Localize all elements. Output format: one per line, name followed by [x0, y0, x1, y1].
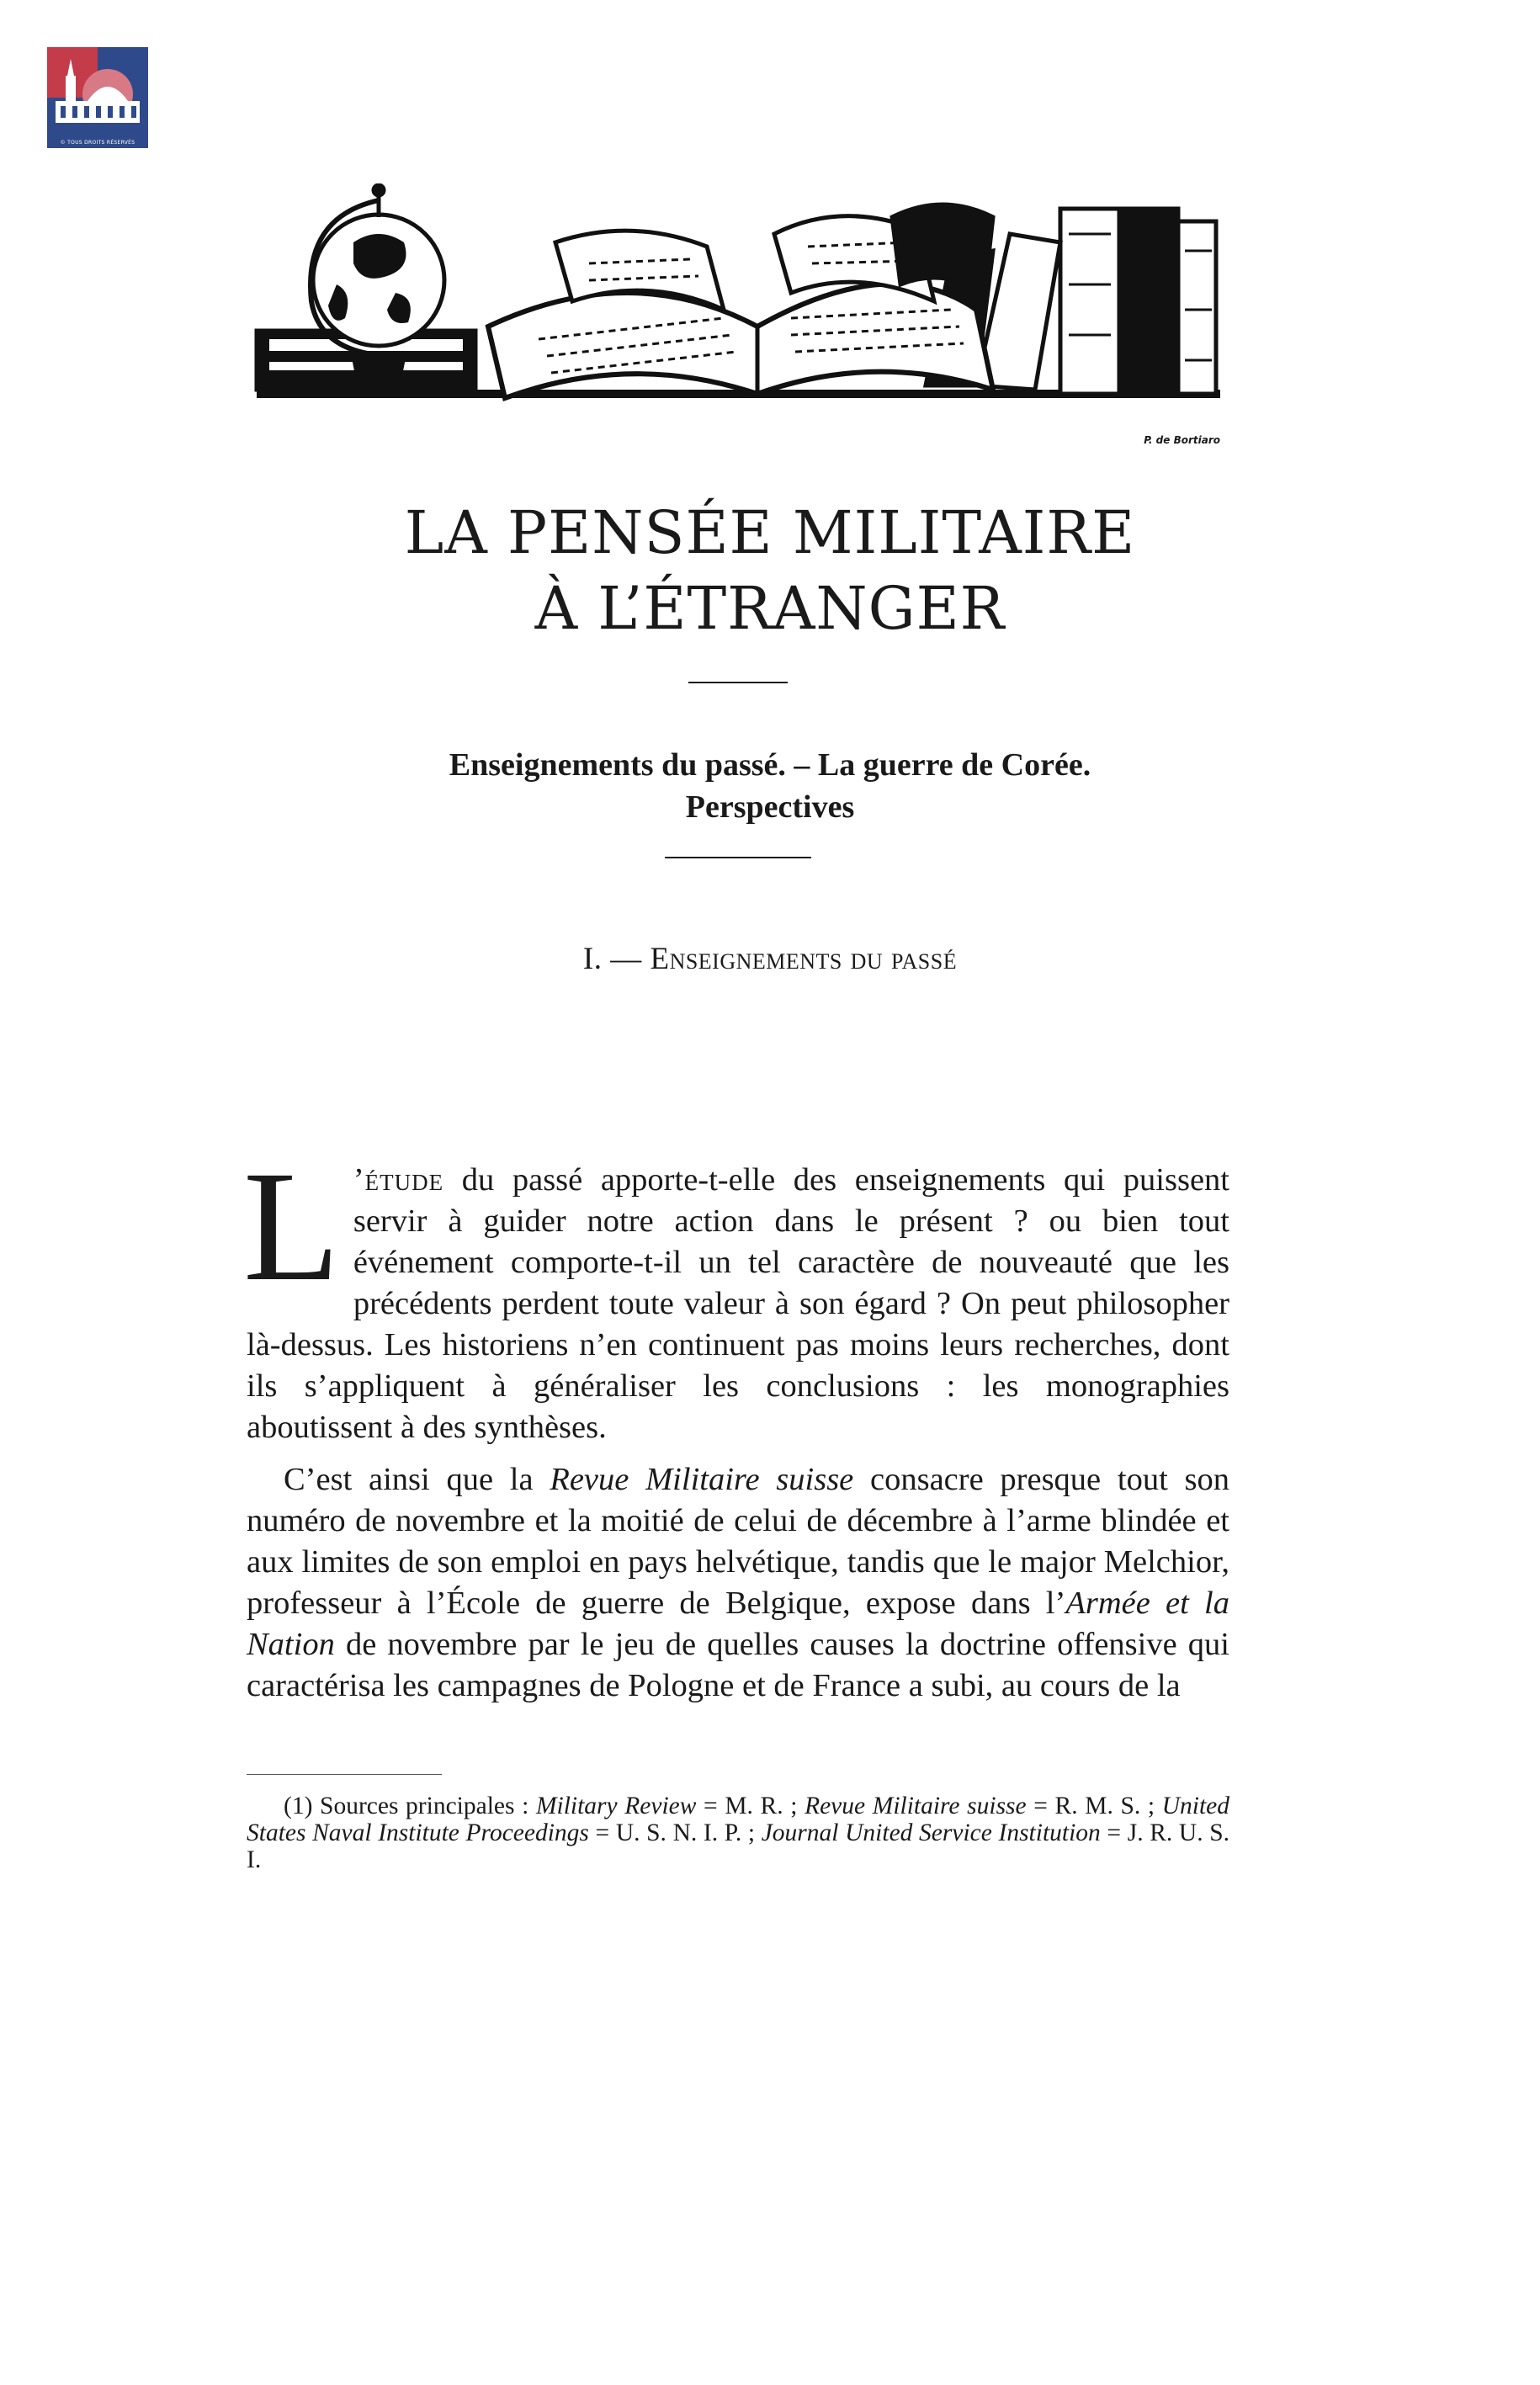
subtitle — [0, 744, 1540, 828]
footnote-text: = U. S. N. I. P. ; — [588, 1819, 762, 1846]
footnote-text: Sources principales : — [312, 1793, 536, 1819]
footnote-marker: (1) — [284, 1793, 313, 1819]
italic-revue-militaire-suisse: Revue Militaire suisse — [550, 1462, 854, 1497]
page-title — [0, 495, 1540, 646]
italic-armee-et-la-nation: Armée et la Nation — [247, 1586, 1229, 1662]
footnote-source: Military Review — [535, 1793, 697, 1819]
title-divider — [688, 682, 788, 683]
footnote-source: United States Naval Institute Proceedings — [247, 1793, 1229, 1846]
footnote-text: = M. R. ; — [696, 1793, 805, 1819]
paragraph-1 — [243, 1138, 1229, 1448]
title-line-2: À L’ÉTRANGER — [534, 574, 1006, 643]
monument-icon — [47, 47, 148, 148]
paragraph-1-text: du passé apporte-t-elle des enseignements qui puissent servir à guider notre action dans le présent ? ou bien tout événement comporte-t-il un tel caractère de nouveauté que les précédents perdent toute valeur à son égard ? On peut philosopher là-dessus. Les historiens n’en continuent pas moins leurs recherches, dont ils s’appliquent à généraliser les conclusions : les monographies aboutissent à des synthèses. — [247, 1162, 1229, 1445]
paragraph-2-part-2: consacre presque tout son numéro de novembre et la moitié de celui de décembre à l’arme blindée et aux limites de son emploi en pays helvétique, tandis que le major Melchior, professeur à l’École de guerre de Belgique, expose dans l’ — [247, 1462, 1230, 1621]
title-line-1: LA PENSÉE MILITAIRE — [404, 498, 1136, 567]
lead-smallcaps: ’étude — [353, 1162, 444, 1198]
paragraph-2-part-3: de novembre par le jeu de quelles causes la doctrine offensive qui caractérisa les campagnes de Pologne et de France a subi, au cours de la — [247, 1627, 1229, 1703]
open-book-icon — [488, 205, 993, 398]
footnote-source: Journal United Service Institution — [761, 1819, 1101, 1846]
paragraph-2-part-1: C’est ainsi que la — [284, 1462, 550, 1497]
section-heading: I. — Enseignements du passé — [582, 942, 958, 976]
drop-cap: L — [243, 1138, 340, 1314]
footnote — [247, 1793, 1229, 1873]
illustration-signature: P. de Bortiaro — [1144, 434, 1220, 446]
footnote-source: Revue Militaire suisse — [805, 1793, 1027, 1819]
footnote-divider — [247, 1774, 442, 1775]
paragraph-2 — [247, 1459, 1229, 1707]
footnote-text: = J. R. U. S. I. — [247, 1819, 1229, 1873]
publisher-logo — [47, 47, 148, 148]
subtitle-line-1: Enseignements du passé. – La guerre de Corée. — [449, 747, 1091, 783]
footnote-text: = R. M. S. ; — [1026, 1793, 1162, 1819]
header-illustration — [252, 183, 1220, 453]
subtitle-line-2: Perspectives — [685, 789, 855, 825]
subtitle-divider — [665, 857, 811, 858]
logo-caption: © TOUS DROITS RÉSERVÉS — [60, 140, 135, 146]
